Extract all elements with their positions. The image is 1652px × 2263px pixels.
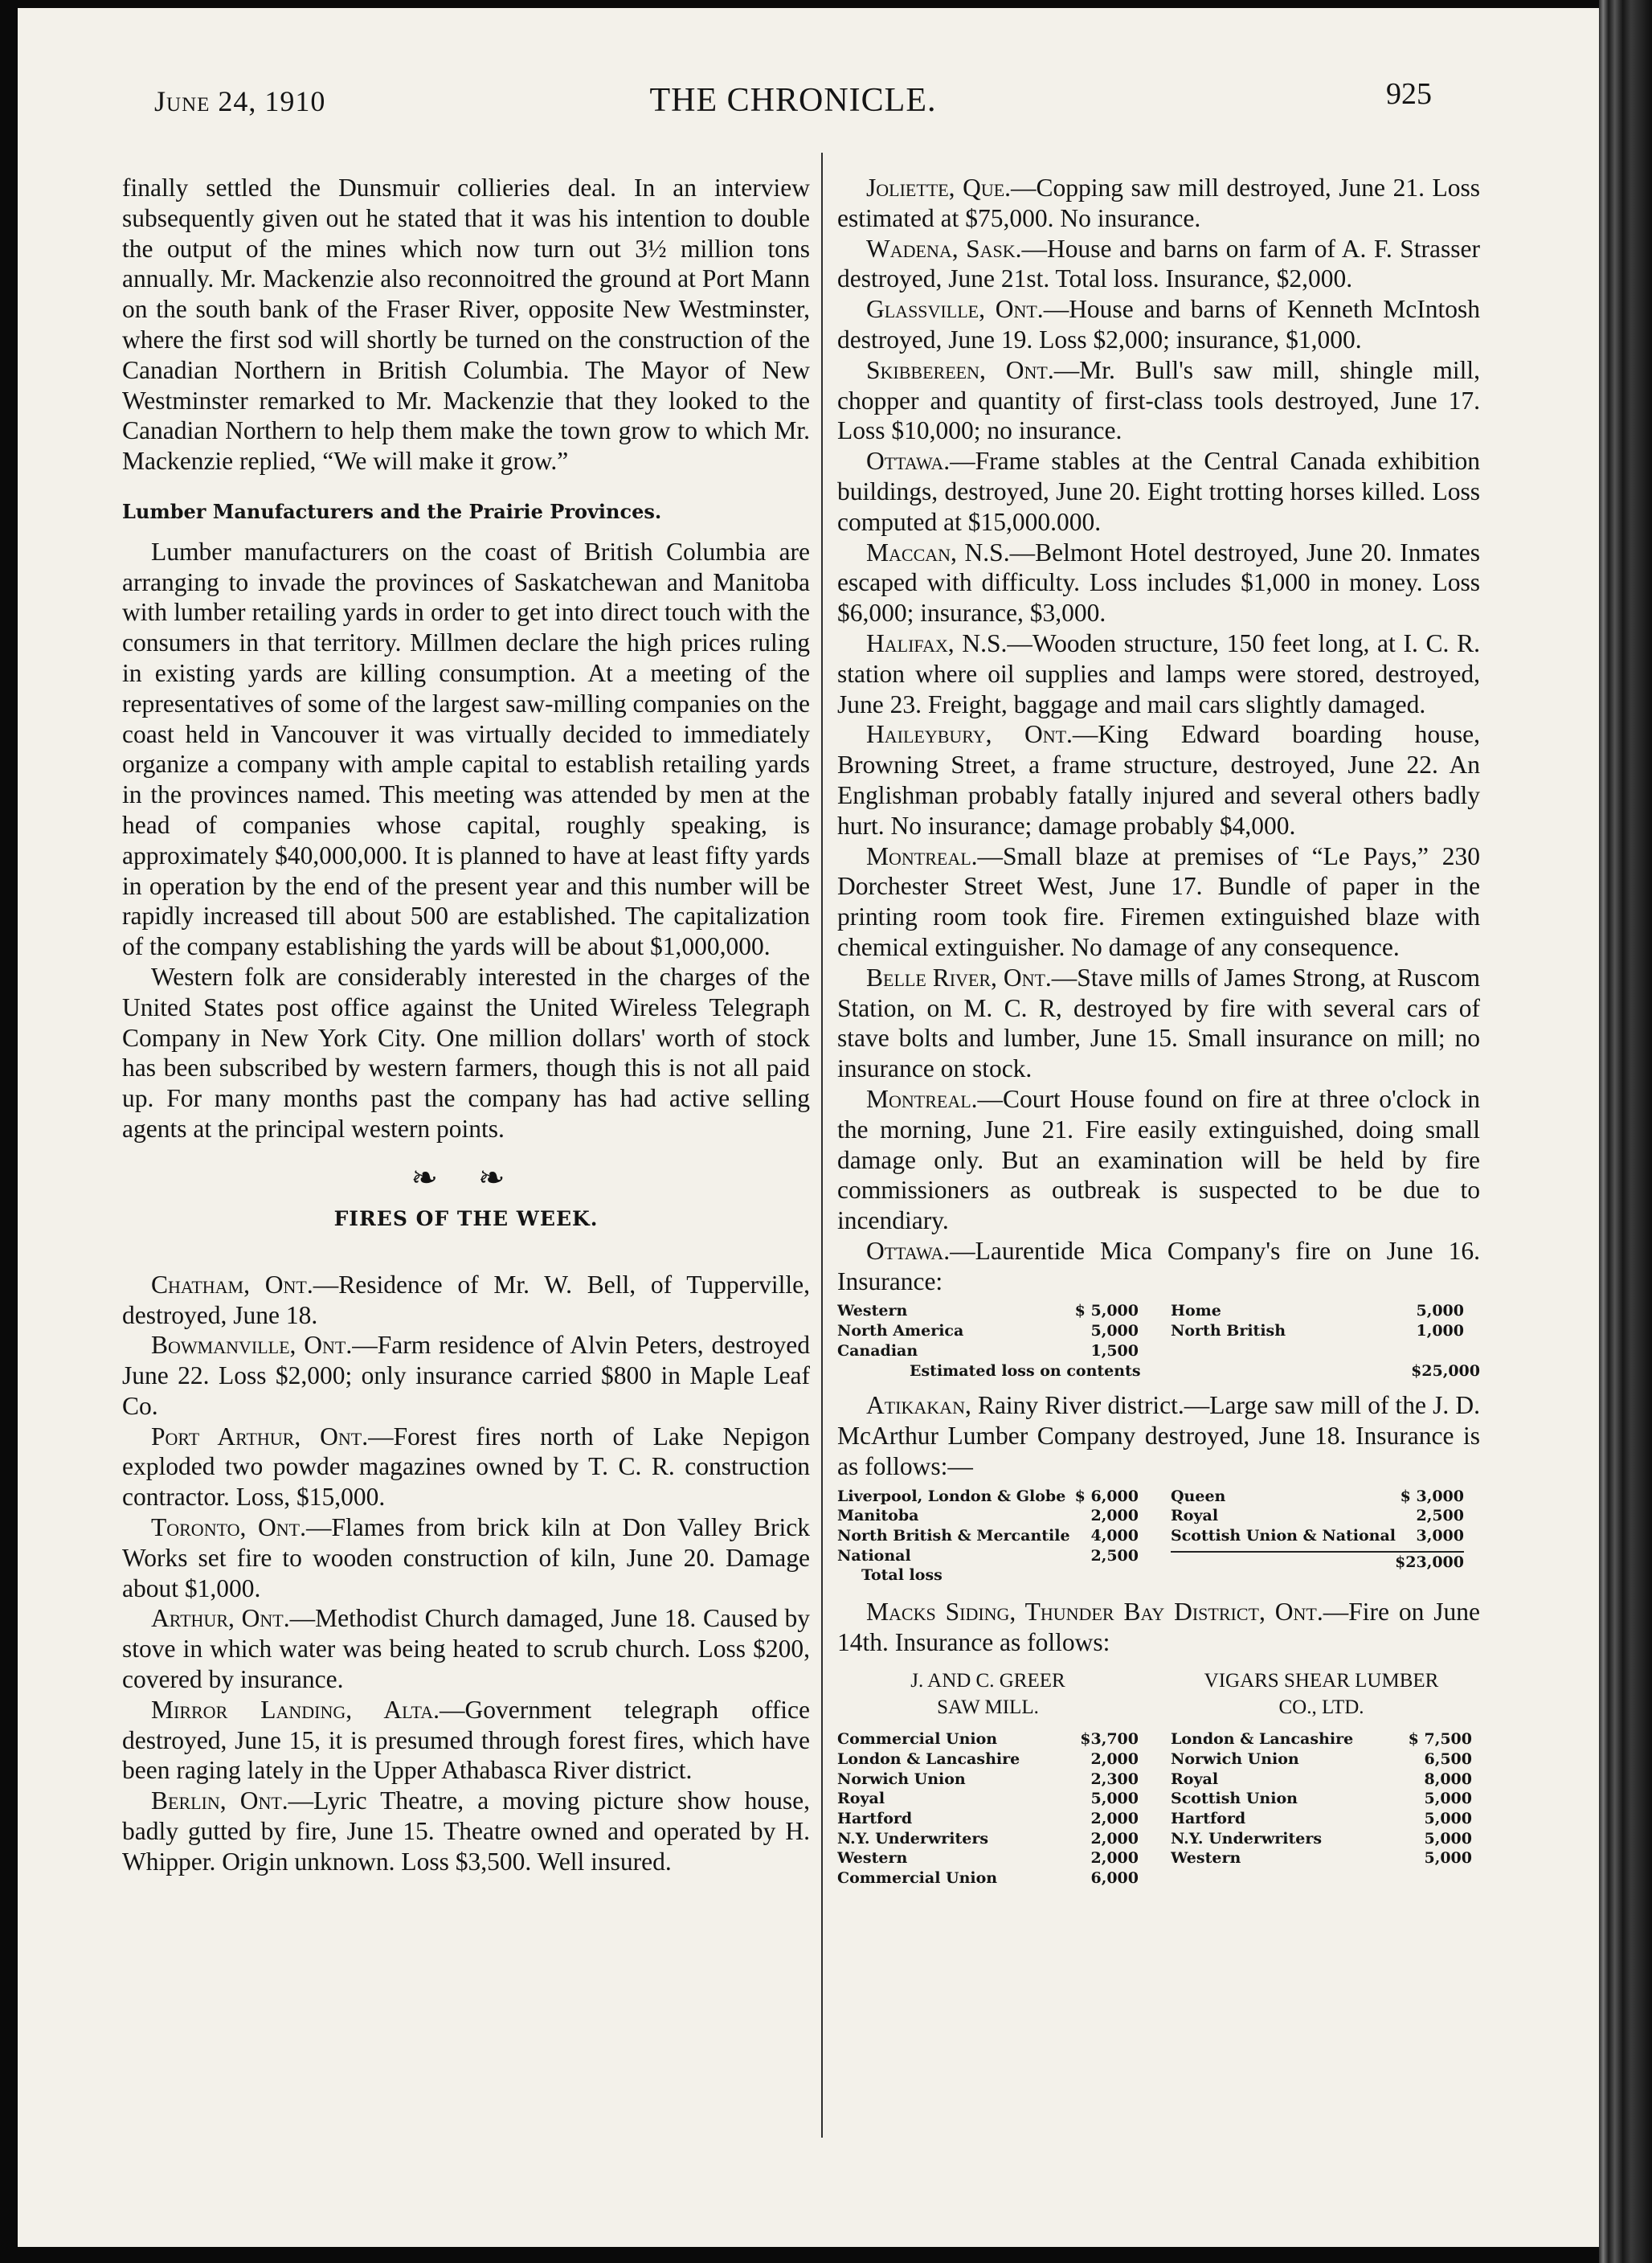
fire-report (837, 1084, 1480, 1236)
insurance-row: Norwich Union 2,300 (837, 1770, 1139, 1788)
fire-text: —Methodist Church damaged, June 18. Caused by stove in which water was being heated to scrub church. Loss $200, covered by insurance. (122, 1604, 810, 1694)
section-heading: FIRES OF THE WEEK. (333, 1206, 599, 1230)
right-column (837, 173, 1480, 1889)
fire-place: Maccan, N.S. (866, 538, 1010, 567)
fire-report (837, 719, 1480, 841)
insurance-row: North British 1,000 (1171, 1322, 1464, 1340)
fire-report (122, 1330, 810, 1421)
fire-report (122, 1786, 810, 1876)
fire-report (837, 446, 1480, 537)
fire-report (837, 628, 1480, 719)
fire-report (122, 1603, 810, 1694)
fire-text: —Fire on June 14th. Insurance as follows: (837, 1598, 1480, 1656)
insurance-row: N.Y. Underwriters 2,000 (837, 1829, 1139, 1848)
fire-place: Montreal. (866, 1084, 978, 1113)
insurance-row: London & Lancashire $ 7,500 (1171, 1730, 1472, 1749)
insurance-row: Home 5,000 (1171, 1302, 1464, 1320)
fire-place: Arthur, Ont. (151, 1604, 290, 1633)
page-header (154, 77, 1432, 133)
fire-place: Skibbereen, Ont. (866, 355, 1054, 384)
insurance-row: London & Lancashire 2,000 (837, 1749, 1139, 1768)
fire-text: —House and barns on farm of A. F. Strasser destroyed, June 21st. Total loss. Insurance, $2,000. (837, 234, 1480, 293)
fire-text: —Lyric Theatre, a moving picture show house, badly gutted by fire, June 15. Theatre owned and operated by H. Whipper. Origin unknown. Loss $3,500. Well insured. (122, 1786, 810, 1876)
fire-text: —Forest fires north of Lake Nepigon exploded two powder magazines owned by T. C. R. construction contractor. Loss, $15,000. (122, 1422, 811, 1512)
article-paragraph: Lumber manufacturers on the coast of British Columbia are arranging to invade the provinces of Saskatchewan and Manitoba with lumber retailing yards in order to get into direct touch with the consumers in that territory. Millmen declare the high prices ruling in existing yards are killing consumption. At a meeting of the representatives of some of the largest saw-milling companies on the coast held in Vancouver it was virtually decided to immediately organize a company with ample capital to establish retailing yards in the provinces named. This meeting was attended by men at the head of companies whose capital, roughly speaking, is approximately $40,000,000. It is planned to have at least fifty yards in operation by the end of the present year and this number will be rapidly increased till about 500 are established. The capitalization of the company establishing the yards will be about $1,000,000. (122, 537, 810, 961)
newspaper-page (18, 8, 1599, 2247)
insurance-row: Western $ 5,000 (837, 1302, 1139, 1320)
fire-report (837, 355, 1480, 446)
insurance-total: Total loss (861, 1566, 943, 1585)
fire-report (837, 963, 1480, 1084)
fire-report (837, 1597, 1480, 1658)
insurance-table (837, 1487, 1480, 1586)
insurance-row: Hartford 2,000 (837, 1809, 1139, 1827)
fire-text: —Small blaze at premises of “Le Pays,” 230 Dorchester Street West, June 17. Bundle of paper in the printing room took fire. Firemen extinguished blaze with chemical extinguisher. No damage of any consequence. (837, 841, 1480, 961)
fire-place: Haileybury, Ont. (866, 720, 1073, 749)
fire-place: Halifax, N.S. (866, 628, 1008, 657)
fire-text: —Farm residence of Alvin Peters, destroyed June 22. Loss $2,000; only insurance carried $800 in Maple Leaf Co. (122, 1331, 810, 1420)
fire-text: Rainy River district.—Large saw mill of the J. D. McArthur Lumber Company destroyed, June 18. Insurance is as follows:— (837, 1391, 1480, 1480)
fire-text: —Residence of Mr. W. Bell, of Tupperville, destroyed, June 18. (122, 1270, 810, 1329)
insurance-total: Estimated loss on contents $25,000 (910, 1361, 1480, 1380)
fire-place: Joliette, Que. (866, 174, 1012, 202)
article-heading: Lumber Manufacturers and the Prairie Provinces. (122, 499, 662, 523)
fire-text: —Flames from brick kiln at Don Valley Brick Works set fire to wooden construction of kiln, June 20. Damage about $1,000. (122, 1513, 810, 1602)
fire-report (122, 1512, 810, 1603)
insurance-row: North America 5,000 (837, 1322, 1139, 1340)
fire-text: —Stave mills of James Strong, at Ruscom Station, on M. C. R, destroyed by fire with several cars of stave bolts and lumber, June 15. Small insurance on mill; no insurance on stock. (837, 963, 1480, 1083)
fire-report (122, 1422, 810, 1512)
insurance-companies (837, 1668, 1480, 1889)
insurance-row: Manitoba 2,000 (837, 1507, 1139, 1525)
fire-text: —King Edward boarding house, Browning Street, a frame structure, destroyed, June 22. An Englishman probably fatally injured and several others badly hurt. No insurance; damage probably $4,000. (837, 720, 1480, 840)
fire-report (837, 173, 1480, 234)
insurance-list (837, 1487, 1139, 1586)
fire-text: —Wooden structure, 150 feet long, at I. C. R. station where oil supplies and lamps were stored, destroyed, June 23. Freight, baggage and mail cars slightly damaged. (837, 628, 1481, 718)
book-spine (1599, 0, 1652, 2263)
fire-place: Macks Siding, Thunder Bay District, Ont. (866, 1598, 1323, 1627)
insurance-row: Queen $ 3,000 (1171, 1487, 1464, 1505)
insurance-row: Western 5,000 (1171, 1849, 1472, 1868)
greer-table: J. AND C. GREER SAW MILL. Commercial Union $3,700 London & Lancashire 2,000 Norwich Union 2,300 Royal 5,000 Hartford 2,000 N.Y. Underwriters 2,000 Western 2,000 Commercial Union 6,000 (837, 1669, 1139, 1887)
fire-place: Ottawa. (866, 447, 951, 476)
fire-text: —Government telegraph office destroyed, June 15, it is presumed through forest fires, which have been raging lately in the Upper Athabasca River district. (122, 1695, 811, 1785)
fire-report (837, 538, 1480, 628)
article-paragraph: Western folk are considerably interested in the charges of the United States post office against the United Wireless Telegraph Company in New York City. One million dollars' worth of stock has been subscribed by western farmers, though this is not all paid up. For many months past the company has had active selling agents at the principal western points. (122, 962, 810, 1143)
insurance-total: $23,000 (1171, 1551, 1464, 1573)
fire-place: Mirror Landing, Alta. (151, 1695, 440, 1724)
insurance-row: Royal 8,000 (1171, 1770, 1472, 1788)
insurance-row: Western 2,000 (837, 1849, 1139, 1868)
ornament-icon: ❧ ❧ (411, 1159, 521, 1196)
fire-text: —Mr. Bull's saw mill, shingle mill, chopper and quantity of first-class tools destroyed, June 17. Loss $10,000; no insurance. (837, 355, 1480, 445)
left-column (122, 173, 810, 1877)
fire-report (837, 234, 1480, 295)
insurance-row: North British & Mercantile 4,000 (837, 1527, 1139, 1545)
fire-place: Glassville, Ont. (866, 295, 1044, 324)
insurance-row: Hartford 5,000 (1171, 1809, 1472, 1827)
fire-report (122, 1695, 810, 1786)
insurance-row: Commercial Union $3,700 (837, 1730, 1139, 1749)
issue-date: June 24, 1910 (154, 85, 326, 117)
fire-report (837, 841, 1480, 963)
page-number: 925 (1386, 77, 1432, 111)
fire-place: Berlin, Ont. (151, 1786, 288, 1815)
insurance-list (1171, 1487, 1464, 1586)
vigars-table: VIGARS SHEAR LUMBER CO., LTD. London & Lancashire $ 7,500 Norwich Union 6,500 Royal 8,000 Scottish Union 5,000 Hartford 5,000 N.Y. Underwriters 5,000 Western 5,000 (1171, 1669, 1472, 1868)
fire-report (122, 1270, 810, 1331)
fire-text: —Belmont Hotel destroyed, June 20. Inmates escaped with difficulty. Loss includes $1,000 in money. Loss $6,000; insurance, $3,000. (837, 538, 1480, 628)
insurance-row: Royal 5,000 (837, 1790, 1139, 1808)
fire-text: —Frame stables at the Central Canada exhibition buildings, destroyed, June 20. Eight trotting horses killed. Loss computed at $15,000.000. (837, 447, 1480, 536)
insurance-row: Norwich Union 6,500 (1171, 1749, 1472, 1768)
insurance-row: Scottish Union & National 3,000 (1171, 1527, 1464, 1545)
article-paragraph: finally settled the Dunsmuir collieries deal. In an interview subsequently given out he stated that it was his intention to double the output of the mines which now turn out 3½ million tons annually. Mr. Mackenzie also reconnoitred the ground at Port Mann on the south bank of the Fraser River, opposite New Westminster, where the first sod will shortly be turned on the construction of the Canadian Northern in British Columbia. The Mayor of New Westminster remarked to Mr. Mackenzie that they looked to the Canadian Northern to help them make the town grow to which Mr. Mackenzie replied, “We will make it grow.” (122, 174, 810, 476)
insurance-row: Commercial Union 6,000 (837, 1868, 1139, 1887)
insurance-list (837, 1301, 1139, 1361)
fire-place: Wadena, Sask. (866, 234, 1022, 263)
fire-text: —Court House found on fire at three o'clock in the morning, June 21. Fire easily extinguished, doing small damage only. But an examination will be held by fire commissioners as outbreak is suspected to be due to incendiary. (837, 1084, 1480, 1235)
insurance-table (837, 1301, 1480, 1381)
insurance-row: National 2,500 (837, 1546, 1139, 1565)
insurance-list (1171, 1301, 1464, 1361)
fire-report (837, 1236, 1480, 1297)
insurance-row: Liverpool, London & Globe $ 6,000 (837, 1487, 1139, 1505)
fire-place: Belle River, Ont. (866, 963, 1052, 992)
fire-place: Ottawa. (866, 1236, 951, 1265)
column-divider (821, 153, 823, 2138)
insurance-row: N.Y. Underwriters 5,000 (1171, 1829, 1472, 1848)
fire-report (837, 294, 1480, 355)
fire-text: —Copping saw mill destroyed, June 21. Loss estimated at $75,000. No insurance. (837, 174, 1480, 232)
insurance-row: Scottish Union 5,000 (1171, 1790, 1472, 1808)
publication-title: THE CHRONICLE. (649, 82, 937, 119)
fire-place: Chatham, Ont. (151, 1270, 313, 1299)
fire-place: Bowmanville, Ont. (151, 1331, 353, 1360)
fire-place: Atikakan, (866, 1391, 971, 1420)
fire-place: Port Arthur, Ont. (151, 1422, 369, 1451)
fire-place: Montreal. (866, 841, 978, 870)
fire-place: Toronto, Ont. (151, 1513, 306, 1542)
fire-report (837, 1390, 1480, 1481)
insurance-row: Royal 2,500 (1171, 1507, 1464, 1525)
fire-text: —House and barns of Kenneth McIntosh destroyed, June 19. Loss $2,000; insurance, $1,000. (837, 295, 1480, 354)
fire-text: —Laurentide Mica Company's fire on June 16. Insurance: (837, 1236, 1480, 1295)
insurance-row: Canadian 1,500 (837, 1341, 1139, 1360)
